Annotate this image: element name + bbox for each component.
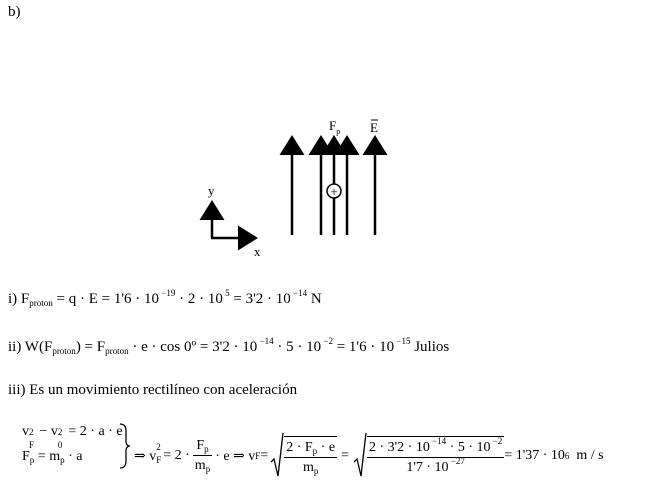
equation-kinematic: v 2 F − v 2 0 = 2 · a · e	[22, 424, 123, 450]
sqrt-numeric: $\frac{2 \cdot 3'2 \cdot 10 ^{-14} \cdot 5 \cdot 10 ^{-2}}{1'7 \cdot 10 ^{-27}}$	[353, 432, 504, 480]
equation-newton: $F_p = m_p \cdot a$	[22, 449, 83, 465]
radical-sign	[270, 432, 284, 480]
field-label: E	[370, 120, 378, 135]
part-label: b)	[8, 4, 21, 20]
radical-sign	[353, 432, 367, 480]
line-ii: ii) $W(F_{proton}) = F_{proton} \cdot e \cdot \cos$ 0º = 3'2 · 10 $^{-14}$ · 5 · 10 $^{-2}$ = 1'6 · 10 $^{-15}$ Julios	[8, 336, 450, 356]
y-axis-label: y	[208, 183, 215, 198]
x-axis-label: x	[254, 244, 261, 259]
force-label: $F_p$	[329, 118, 341, 136]
derivation-chain: ⇒ v 2 F = 2 · $\frac{F_p}{m_p}$ · e ⇒ v F = $\frac{2 \cdot F_p \cdot e}{m_p}$ = $\frac{2 \cdot 3'2 \cdot 10 ^{-14} \cdot 5 \cdot 10 ^{-2}}{1'7 \cdot 10 ^{-27}}$ = 1'37 · 10 6 m / s	[134, 432, 604, 480]
line-iii: iii) Es un movimiento rectilíneo con aceleración	[8, 382, 298, 398]
right-brace	[118, 423, 132, 469]
sqrt-symbolic: $\frac{2 \cdot F_p \cdot e}{m_p}$	[270, 432, 337, 480]
line-i: i) $F_{proton} = q \cdot E = 1'6 \cdot 10$ $^{-19}$ · 2 · 10 $^5$ = 3'2 · 10 $^{-14}$ N	[8, 288, 322, 308]
fraction-fp-over-mp: $\frac{F_p}{m_p}$	[194, 438, 211, 474]
electric-field-diagram	[195, 115, 395, 260]
proton-plus: +	[330, 184, 338, 199]
